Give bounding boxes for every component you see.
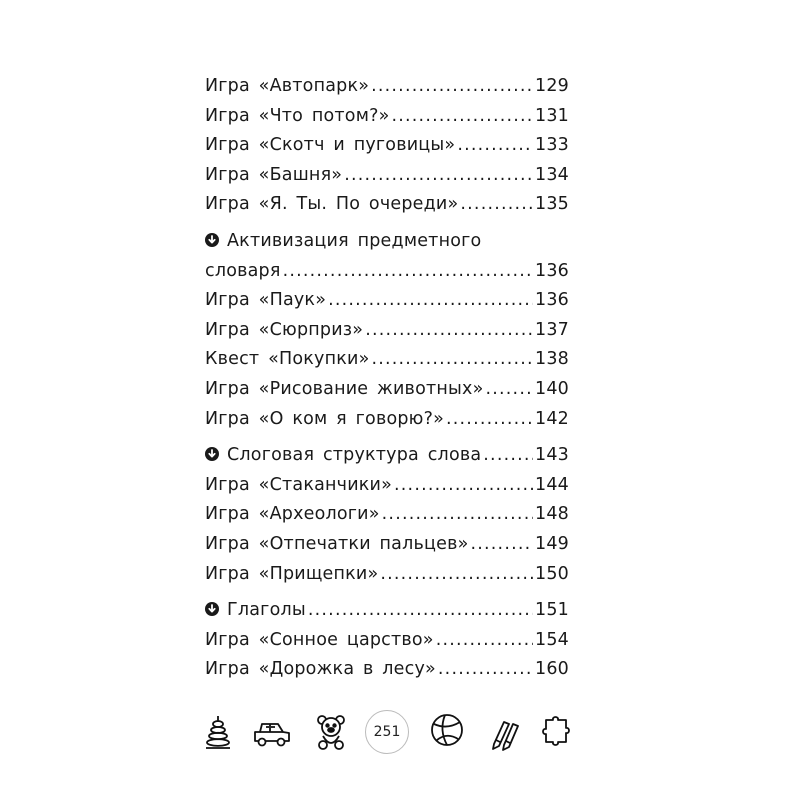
toy-car-icon [252, 714, 292, 748]
toc-entry-page: 136 [534, 290, 569, 311]
dot-leader [460, 194, 533, 214]
toc-entry-page: 149 [534, 533, 569, 554]
dot-leader [371, 76, 533, 96]
dot-leader [392, 106, 533, 126]
toc-entry-page: 133 [534, 135, 569, 156]
toc-entry-title: Игра «О ком я говорю?» [205, 408, 445, 429]
page-footer [200, 710, 576, 756]
toc-entry-title: Игра «Сонное царство» [205, 629, 434, 650]
dot-leader [457, 135, 533, 155]
toc-entry[interactable] [205, 534, 569, 564]
toc-entry-title: Игра «Сюрприз» [205, 319, 364, 340]
toc-entry[interactable] [205, 379, 569, 409]
section-title: Слоговая структура слова [227, 445, 482, 466]
arrow-down-circle-icon [205, 602, 219, 616]
toc-entry[interactable] [205, 349, 569, 379]
dot-leader [380, 564, 533, 584]
toc-entry-page: 140 [534, 378, 569, 399]
section-title-continued: словаря [205, 260, 281, 281]
toc-entry-title: Игра «Я. Ты. По очереди» [205, 194, 459, 215]
section-heading[interactable] [205, 231, 569, 261]
pencils-icon [488, 714, 522, 752]
toc-entry[interactable] [205, 659, 569, 689]
toc-entry[interactable] [205, 290, 569, 320]
dot-leader [446, 409, 533, 429]
dot-leader [394, 475, 533, 495]
toc-entry[interactable] [205, 194, 569, 224]
section-page: 136 [534, 260, 569, 281]
toc-entry[interactable] [205, 504, 569, 534]
toc-entry-page: 134 [534, 164, 569, 185]
toc-entry-title: Игра «Дорожка в лесу» [205, 659, 436, 680]
dot-leader [344, 165, 533, 185]
arrow-down-circle-icon [205, 233, 219, 247]
arrow-down-circle-icon [205, 447, 219, 461]
toc-entry-page: 142 [534, 408, 569, 429]
toc-entry-title: Квест «Покупки» [205, 349, 370, 370]
toc-entry-page: 144 [534, 474, 569, 495]
toc-entry-title: Игра «Рисование животных» [205, 378, 484, 399]
toc-entry-page: 148 [534, 504, 569, 525]
toc-entry[interactable] [205, 564, 569, 594]
puzzle-piece-icon [540, 714, 576, 752]
toc-entry[interactable] [205, 106, 569, 136]
toc-entry[interactable] [205, 165, 569, 195]
section-page: 143 [534, 445, 569, 466]
dot-leader [486, 379, 533, 399]
toc-entry-page: 160 [534, 659, 569, 680]
toc-entry-page: 131 [534, 105, 569, 126]
dot-leader [438, 659, 533, 679]
section-heading[interactable] [205, 445, 569, 475]
toc-entry-title: Игра «Стаканчики» [205, 474, 393, 495]
page-number: 251 [365, 710, 409, 754]
dot-leader [365, 320, 533, 340]
dot-leader [328, 290, 533, 310]
toc-entry-page: 137 [534, 319, 569, 340]
toc-entry-page: 129 [534, 76, 569, 96]
table-of-contents [205, 76, 569, 689]
section-page: 151 [534, 600, 569, 621]
dot-leader [471, 534, 533, 554]
toc-entry[interactable] [205, 475, 569, 505]
dot-leader [436, 630, 533, 650]
toc-entry-title: Игра «Автопарк» [205, 76, 370, 96]
toc-entry-page: 154 [534, 629, 569, 650]
toc-entry-title: Игра «Прищепки» [205, 563, 379, 584]
section-heading-continued[interactable] [205, 261, 569, 291]
toc-entry[interactable] [205, 76, 569, 106]
dot-leader [382, 504, 533, 524]
toc-entry-title: Игра «Отпечатки пальцев» [205, 533, 469, 554]
dot-leader [483, 445, 533, 465]
toc-entry-title: Игра «Что потом?» [205, 105, 390, 126]
toc-entry[interactable] [205, 630, 569, 660]
toc-entry-page: 138 [534, 349, 569, 370]
toc-entry-title: Игра «Археологи» [205, 504, 380, 525]
dot-leader [371, 349, 533, 369]
toc-entry-title: Игра «Скотч и пуговицы» [205, 135, 456, 156]
dot-leader [283, 261, 533, 281]
toc-entry[interactable] [205, 409, 569, 439]
toc-entry[interactable] [205, 135, 569, 165]
dot-leader [308, 600, 533, 620]
ball-icon [429, 712, 465, 748]
toc-entry-title: Игра «Башня» [205, 164, 343, 185]
teddy-bear-icon [314, 714, 348, 752]
toc-entry-page: 150 [534, 563, 569, 584]
toc-entry-title: Игра «Паук» [205, 290, 327, 311]
toc-entry-page: 135 [534, 194, 569, 215]
section-heading[interactable] [205, 600, 569, 630]
section-title: Активизация предметного [227, 230, 482, 251]
section-title: Глаголы [227, 600, 306, 621]
toc-entry[interactable] [205, 320, 569, 350]
ring-pyramid-icon [204, 714, 232, 752]
